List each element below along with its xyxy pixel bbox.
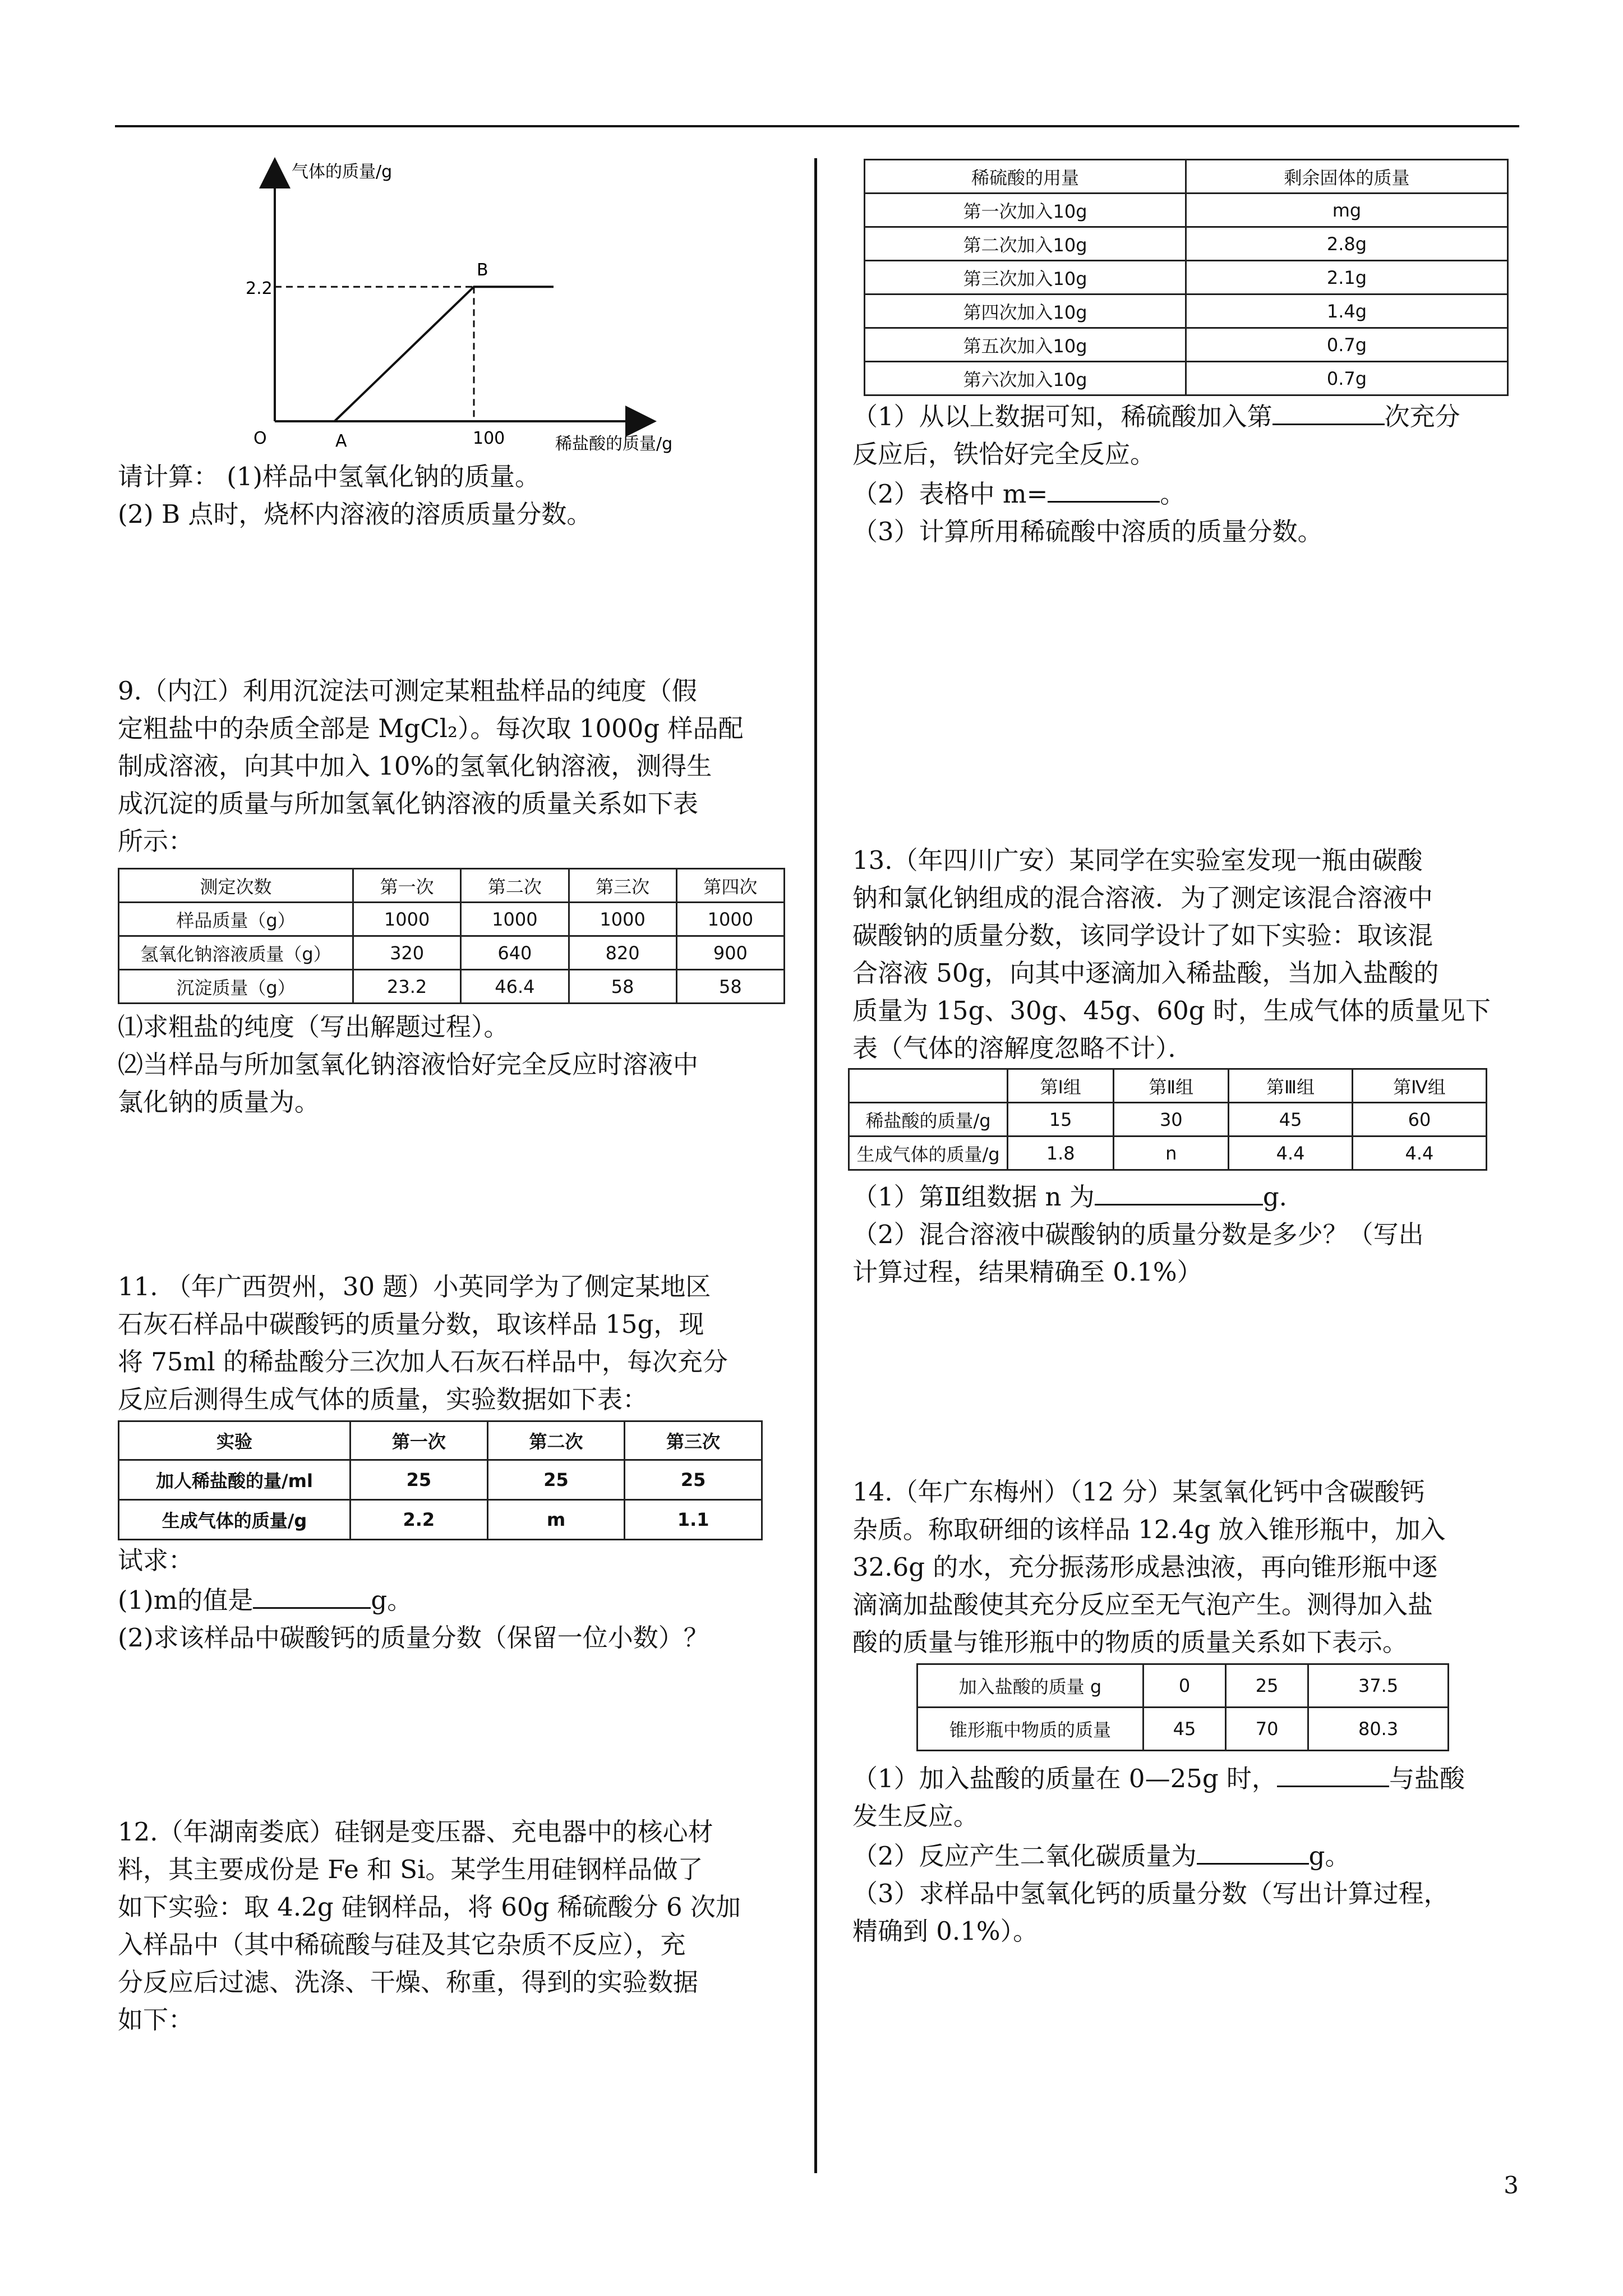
table-cell: 0	[1144, 1664, 1226, 1708]
q12-sub2-text: （2）表格中 m=	[852, 479, 1048, 509]
table-cell: 2.2	[351, 1500, 488, 1540]
table-cell: 第Ⅱ组	[1114, 1069, 1229, 1103]
table-cell: 第三次	[569, 869, 676, 903]
table-cell: 第四次	[676, 869, 784, 903]
q11-text	[118, 1268, 728, 1418]
q9-line: 所示：	[118, 826, 194, 856]
table-cell: 第一次	[353, 869, 461, 903]
q12-sub1-cont: 反应后，铁恰好完全反应。	[852, 439, 1156, 469]
table-cell: 第五次加入10g	[865, 328, 1186, 362]
table-cell: 测定次数	[119, 869, 353, 903]
header-rule	[115, 125, 1519, 127]
q8-questions	[118, 458, 592, 533]
q11-sub1-text: (1)m的值是	[118, 1585, 253, 1615]
table-cell: 生成气体的质量/g	[119, 1500, 351, 1540]
table-cell: 1000	[461, 903, 569, 936]
table-cell: m	[487, 1500, 625, 1540]
x-axis-label: 稀盐酸的质量/g	[555, 434, 673, 454]
q11-sub1-unit: g。	[371, 1585, 413, 1615]
table-cell: 900	[676, 936, 784, 970]
q13-sub2-cont: 计算过程，结果精确至 0.1%）	[852, 1257, 1202, 1287]
q13-sub1-unit: g.	[1262, 1182, 1287, 1212]
q14-sub1-tail: 与盐酸	[1389, 1764, 1465, 1793]
q11-sub2: (2)求该样品中碳酸钙的质量分数（保留一位小数）？	[118, 1623, 709, 1653]
q13-line: 质量为 15g、30g、45g、60g 时，生成气体的质量见下	[852, 996, 1491, 1025]
table-cell: 46.4	[461, 970, 569, 1004]
table-cell: 实验	[119, 1421, 351, 1460]
q13-sub1-text: （1）第Ⅱ组数据 n 为	[852, 1182, 1095, 1212]
table-cell: 1000	[353, 903, 461, 936]
q12-subquestions	[852, 395, 1460, 550]
q13-line: 碳酸钠的质量分数，该同学设计了如下实验：取该混	[852, 921, 1433, 950]
q13-text	[852, 841, 1491, 1067]
table-cell: 80.3	[1308, 1708, 1449, 1751]
q11-try: 试求：	[118, 1545, 194, 1575]
table-cell: 稀硫酸的用量	[865, 160, 1186, 194]
table-cell: 4.4	[1229, 1137, 1353, 1170]
table-cell: 第六次加入10g	[865, 362, 1186, 395]
q12-sub3: （3）计算所用稀硫酸中溶质的质量分数。	[852, 517, 1323, 546]
q12-sub2	[852, 473, 1460, 513]
q13-line: 钠和氯化钠组成的混合溶液．为了测定该混合溶液中	[852, 883, 1433, 913]
table-cell: 样品质量（g）	[119, 903, 353, 936]
table-cell: 稀盐酸的质量/g	[849, 1103, 1008, 1137]
q12-table	[864, 159, 1509, 396]
table-cell: 30	[1114, 1103, 1229, 1137]
q8-line: (2) B 点时，烧杯内溶液的溶质质量分数。	[118, 499, 592, 529]
q9-table	[118, 868, 785, 1004]
q9-sub: ⑵当样品与所加氢氧化钠溶液恰好完全反应时溶液中	[118, 1050, 699, 1079]
table-cell: 1.8	[1008, 1137, 1114, 1170]
table-cell: 第Ⅰ组	[1008, 1069, 1114, 1103]
q13-line: 13.（年四川广安）某同学在实验室发现一瓶由碳酸	[852, 845, 1423, 875]
table-cell: 1000	[676, 903, 784, 936]
q12-line: 如下：	[118, 2005, 194, 2035]
q14-line: 14.（年广东梅州）（12 分）某氢氧化钙中含碳酸钙	[852, 1477, 1425, 1507]
q14-line: 滴滴加盐酸使其充分反应至无气泡产生。测得加入盐	[852, 1590, 1433, 1619]
table-cell: 第Ⅳ组	[1352, 1069, 1486, 1103]
q11-line: 将 75ml 的稀盐酸分三次加人石灰石样品中，每次充分	[118, 1347, 728, 1377]
q12-line: 分反应后过滤、洗涤、干燥、称重，得到的实验数据	[118, 1967, 699, 1997]
table-cell: 第一次加入10g	[865, 194, 1186, 227]
table-cell: 生成气体的质量/g	[849, 1137, 1008, 1170]
table-cell: 第Ⅲ组	[1229, 1069, 1353, 1103]
q14-sub1-cont: 发生反应。	[852, 1801, 979, 1831]
q9-sub: 氯化钠的质量为。	[118, 1087, 320, 1117]
table-cell: 第二次	[487, 1421, 625, 1460]
origin-label: O	[253, 429, 267, 448]
table-cell: 锥形瓶中物质的质量	[917, 1708, 1144, 1751]
q14-sub1-text: （1）加入盐酸的质量在 0—25g 时，	[852, 1764, 1277, 1793]
q11-table	[118, 1420, 763, 1540]
q13-sub2: （2）混合溶液中碳酸钠的质量分数是多少？（写出	[852, 1220, 1424, 1249]
q12-line: 12.（年湖南娄底）硅钢是变压器、充电器中的核心材	[118, 1817, 713, 1847]
table-cell: 25	[351, 1460, 488, 1500]
gas-mass-chart	[241, 155, 701, 458]
table-cell: 4.4	[1352, 1137, 1486, 1170]
column-divider	[814, 158, 817, 2173]
table-cell: 23.2	[353, 970, 461, 1004]
point-b-label: B	[477, 260, 488, 280]
q12-sub2-tail: 。	[1160, 479, 1186, 509]
q11-line: 石灰石样品中碳酸钙的质量分数，取该样品 15g，现	[118, 1309, 704, 1339]
q12-line: 入样品中（其中稀硫酸与硅及其它杂质不反应），充	[118, 1930, 686, 1959]
q14-sub2-unit: g。	[1308, 1841, 1350, 1871]
q11-line: 11. （年广西贺州，30 题）小英同学为了侧定某地区	[118, 1272, 711, 1301]
table-cell: 320	[353, 936, 461, 970]
q9-text	[118, 672, 744, 860]
q11-subquestions	[118, 1542, 709, 1657]
q9-line: 成沉淀的质量与所加氢氧化钠溶液的质量关系如下表	[118, 789, 699, 818]
table-cell: 1.1	[625, 1500, 762, 1540]
table-cell: 70	[1226, 1708, 1308, 1751]
table-cell: 2.8g	[1186, 227, 1508, 261]
table-cell: 45	[1144, 1708, 1226, 1751]
point-a-label: A	[335, 431, 347, 451]
q12-line: 料，其主要成份是 Fe 和 Si。某学生用硅钢样品做了	[118, 1855, 703, 1884]
y-tick-label: 2.2	[246, 279, 273, 298]
q14-line: 酸的质量与锥形瓶中的物质的质量关系如下表示。	[852, 1627, 1408, 1657]
table-cell: 剩余固体的质量	[1186, 160, 1508, 194]
table-cell: 第四次加入10g	[865, 295, 1186, 328]
table-cell: 640	[461, 936, 569, 970]
q14-line: 杂质。称取研细的该样品 12.4g 放入锥形瓶中，加入	[852, 1515, 1446, 1544]
table-cell	[849, 1069, 1008, 1103]
table-cell: 60	[1352, 1103, 1486, 1137]
q13-line: 表（气体的溶解度忽略不计）．	[852, 1033, 1193, 1063]
table-cell: 第三次	[625, 1421, 762, 1460]
answer-blank[interactable]	[1272, 395, 1385, 425]
q13-subquestions	[852, 1176, 1424, 1291]
q14-sub1	[852, 1757, 1465, 1797]
q9-sub: ⑴求粗盐的纯度（写出解题过程）。	[118, 1012, 509, 1042]
q12-line: 如下实验：取 4.2g 硅钢样品，将 60g 稀硫酸分 6 次加	[118, 1892, 741, 1922]
q11-sub1	[118, 1579, 709, 1619]
table-cell: n	[1114, 1137, 1229, 1170]
q14-sub2	[852, 1835, 1465, 1875]
table-cell: 1.4g	[1186, 295, 1508, 328]
table-cell: 沉淀质量（g）	[119, 970, 353, 1004]
table-cell: 25	[625, 1460, 762, 1500]
series-line	[335, 287, 554, 421]
table-cell: 第二次	[461, 869, 569, 903]
table-cell: 820	[569, 936, 676, 970]
table-cell: 58	[676, 970, 784, 1004]
answer-blank[interactable]	[1095, 1176, 1263, 1205]
table-cell: 1000	[569, 903, 676, 936]
answer-blank[interactable]	[1277, 1757, 1389, 1787]
table-cell: 氢氧化钠溶液质量（g）	[119, 936, 353, 970]
answer-blank[interactable]	[1048, 473, 1160, 503]
q13-sub1	[852, 1176, 1424, 1216]
q12-sub1-text: （1）从以上数据可知，稀硫酸加入第	[852, 402, 1272, 431]
table-cell: 37.5	[1308, 1664, 1449, 1708]
q9-line: 制成溶液，向其中加入 10%的氢氧化钠溶液，测得生	[118, 751, 712, 781]
table-cell: 加入盐酸的质量 g	[917, 1664, 1144, 1708]
table-cell: 加人稀盐酸的量/ml	[119, 1460, 351, 1500]
table-cell: 58	[569, 970, 676, 1004]
q14-sub3-cont: 精确到 0.1%）。	[852, 1916, 1039, 1946]
q12-sub1	[852, 395, 1460, 435]
q14-text	[852, 1473, 1446, 1661]
q9-line: 9.（内江）利用沉淀法可测定某粗盐样品的纯度（假	[118, 676, 697, 706]
table-cell: 0.7g	[1186, 362, 1508, 395]
y-axis-label: 气体的质量/g	[292, 162, 393, 182]
q13-table	[848, 1068, 1487, 1171]
table-cell: 第三次加入10g	[865, 261, 1186, 295]
q14-table	[916, 1663, 1449, 1751]
q8-line: 请计算： (1)样品中氢氧化钠的质量。	[118, 462, 541, 491]
answer-blank[interactable]	[1197, 1835, 1309, 1865]
table-cell: 2.1g	[1186, 261, 1508, 295]
table-cell: 25	[487, 1460, 625, 1500]
q14-sub2-text: （2）反应产生二氧化碳质量为	[852, 1841, 1197, 1871]
table-cell: mg	[1186, 194, 1508, 227]
q14-line: 32.6g 的水，充分振荡形成悬浊液，再向锥形瓶中逐	[852, 1552, 1438, 1582]
table-cell: 15	[1008, 1103, 1114, 1137]
q9-subquestions	[118, 1008, 698, 1121]
table-cell: 第一次	[351, 1421, 488, 1460]
table-cell: 45	[1229, 1103, 1353, 1137]
q9-line: 定粗盐中的杂质全部是 MgCl₂）。每次取 1000g 样品配	[118, 714, 744, 743]
x-tick-label: 100	[473, 429, 505, 448]
table-cell: 0.7g	[1186, 328, 1508, 362]
table-cell: 第二次加入10g	[865, 227, 1186, 261]
page-number: 3	[1504, 2171, 1519, 2199]
q13-line: 合溶液 50g，向其中逐滴加入稀盐酸，当加入盐酸的	[852, 958, 1439, 988]
q14-subquestions	[852, 1757, 1465, 1950]
answer-blank[interactable]	[253, 1579, 371, 1609]
q12-sub1-tail: 次充分	[1384, 402, 1460, 431]
q11-line: 反应后测得生成气体的质量，实验数据如下表：	[118, 1384, 648, 1414]
table-cell: 25	[1226, 1664, 1308, 1708]
q14-sub3: （3）求样品中氢氧化钙的质量分数（写出计算过程，	[852, 1879, 1449, 1908]
q12-text	[118, 1813, 741, 2039]
